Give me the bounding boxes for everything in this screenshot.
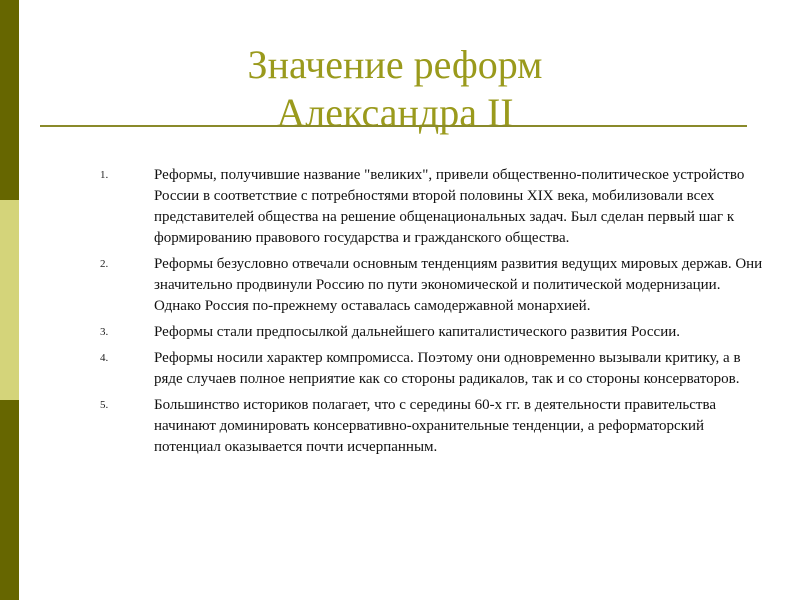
decorative-bar-top <box>0 0 19 200</box>
slide-title <box>40 41 750 137</box>
list-item-text: Реформы безусловно отвечали основным тенденциям развития ведущих мировых держав. Они значительно продвинули Россию по пути экономической и политической модернизации. Однако Россия по-прежнему оставалась самодержавной монархией. <box>154 256 763 314</box>
list-item <box>100 322 770 343</box>
list-item-text: Реформы, получившие название "великих", привели общественно-политическое устройство России в соответствие с потребностями второй половины XIX века, мобилизовали всех представителей общества на решение общенациональных задач. Был сделан первый шаг к формированию правового государства и гражданского общества. <box>154 167 745 246</box>
list-item-number: 3. <box>100 326 109 338</box>
list-item-number: 2. <box>100 258 109 270</box>
slide-title-line-2: Александра II <box>276 89 514 135</box>
list-item <box>100 348 770 390</box>
list-item-text: Большинство историков полагает, что с середины 60-х гг. в деятельности правительства начинают доминировать консервативно-охранительные тенденции, а реформаторский потенциал оказывается почти исчерпанным. <box>154 397 717 455</box>
reform-significance-list <box>100 165 770 463</box>
list-item-text: Реформы носили характер компромисса. Поэтому они одновременно вызывали критику, а в ряде случаев полное неприятие как со стороны радикалов, так и со стороны консерваторов. <box>154 350 741 387</box>
list-item <box>100 395 770 458</box>
list-item-number: 5. <box>100 399 109 411</box>
decorative-bar-middle <box>0 200 19 400</box>
list-item <box>100 165 770 249</box>
title-divider <box>40 125 747 127</box>
list-item <box>100 254 770 317</box>
list-item-number: 1. <box>100 169 109 181</box>
slide-title-line-1: Значение реформ <box>247 41 543 87</box>
decorative-bar-bottom <box>0 400 19 600</box>
list-item-number: 4. <box>100 352 109 364</box>
list-item-text: Реформы стали предпосылкой дальнейшего капиталистического развития России. <box>154 324 681 340</box>
